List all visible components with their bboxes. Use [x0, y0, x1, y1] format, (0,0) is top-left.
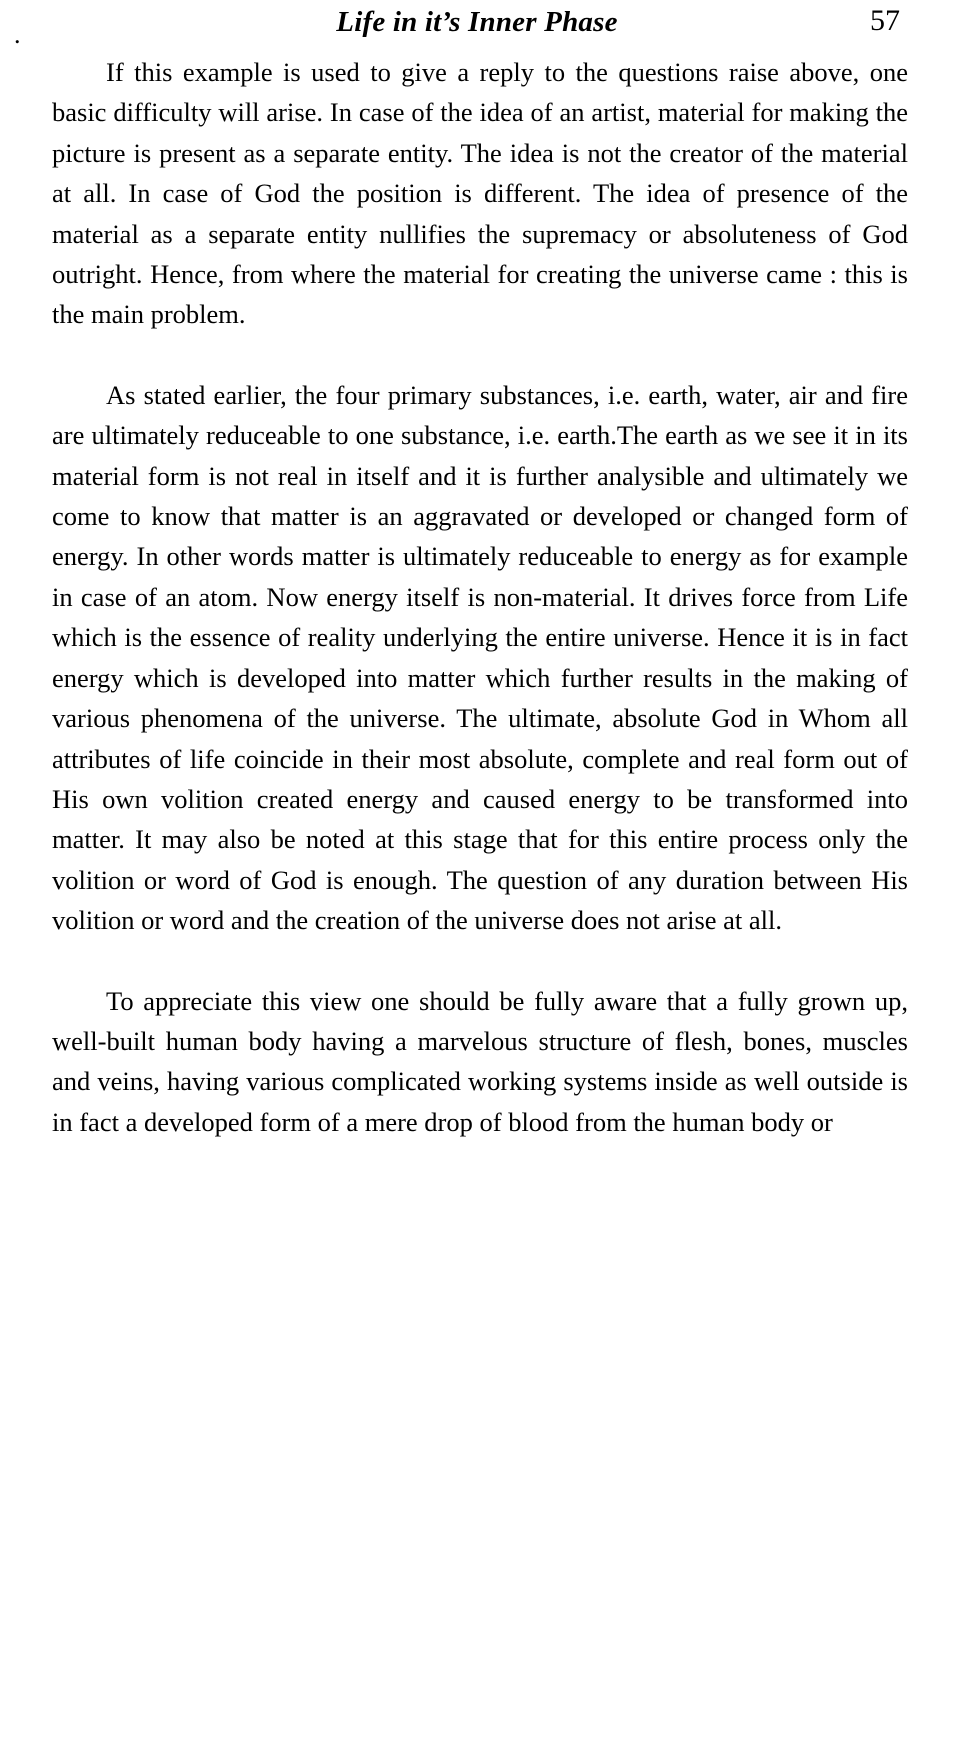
- paragraph: If this example is used to give a reply to the questions raise above, one basic difficulty will arise. In case of the idea of an artist, material for making the picture is present as a separate entity. The idea is not the creator of the material at all. In case of God the position is different. The idea of presence of the material as a separate entity nullifies the supremacy or absoluteness of God outright. Hence, from where the material for creating the universe came : this is the main problem.: [52, 57, 908, 330]
- page-number: 57: [870, 4, 900, 37]
- running-head-title: Life in it’s Inner Phase: [336, 6, 618, 38]
- page-body: [52, 52, 908, 1142]
- header-left-mark: .: [14, 20, 21, 49]
- page-header: [14, 0, 900, 52]
- paragraph: To appreciate this view one should be fully aware that a fully grown up, well-built human body having a marvelous structure of flesh, bones, muscles and veins, having various complicated working systems inside as well outside is in fact a developed form of a mere drop of blood from the human body or: [52, 985, 908, 1137]
- paragraph: As stated earlier, the four primary substances, i.e. earth, water, air and fire are ultimately reduceable to one substance, i.e. earth.The earth as we see it in its material form is not real in itself and it is further analysible and ultimately we come to know that matter is an aggravated or developed or changed form of energy. In other words matter is ultimately reduceable to energy as for example in case of an atom. Now energy itself is non-material. It drives force from Life which is the essence of reality underlying the entire universe. Hence it is in fact energy which is developed into matter which further results in the making of various phenomena of the universe. The ultimate, absolute God in Whom all attributes of life coincide in their most absolute, complete and real form out of His own volition created energy and caused energy to be transformed into matter. It may also be noted at this stage that for this entire process only the volition or word of God is enough. The question of any duration between His volition or word and the creation of the universe does not arise at all.: [52, 379, 908, 936]
